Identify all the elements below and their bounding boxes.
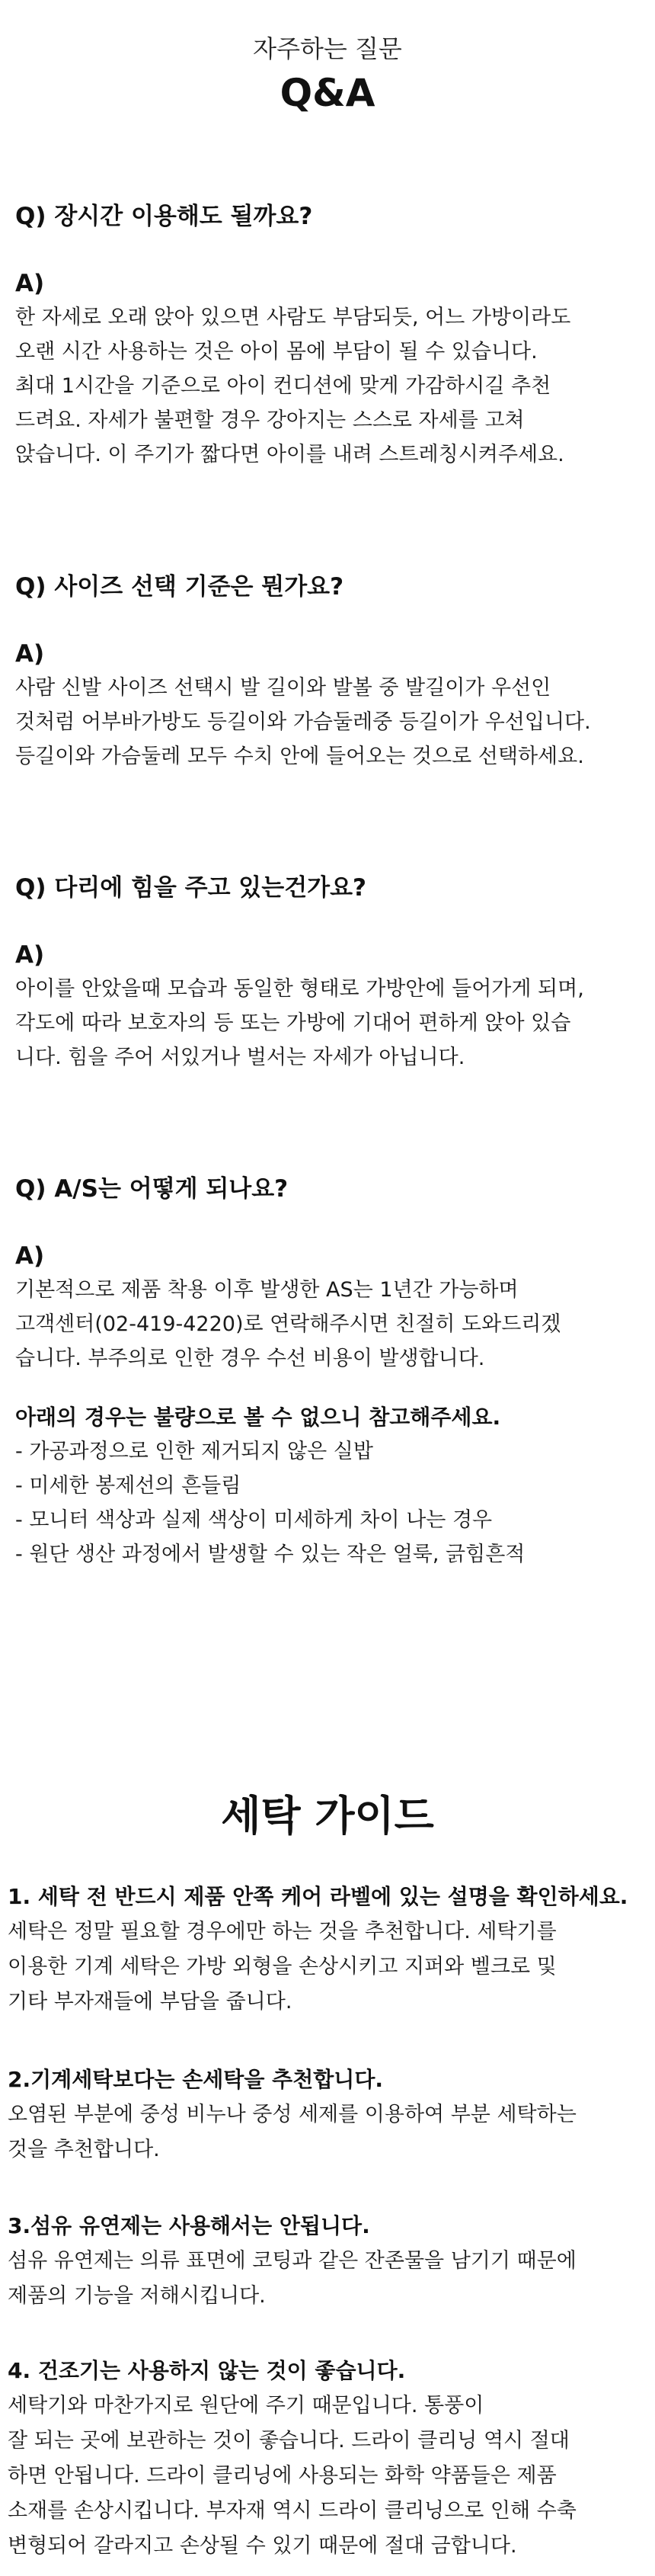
defect-note-item: - 미세한 봉제선의 흔들림	[15, 1474, 241, 1498]
answer-line: 오랜 시간 사용하는 것은 아이 몸에 부담이 될 수 있습니다.	[15, 340, 538, 364]
guide-item-softener	[8, 2209, 647, 2314]
faq-header	[0, 30, 655, 117]
guide-item-hand-wash	[8, 2062, 647, 2167]
defect-note-item: - 모니터 색상과 실제 색상이 미세하게 차이 나는 경우	[15, 1508, 493, 1532]
guide-item-dryer	[8, 2353, 647, 2564]
question: Q) 사이즈 선택 기준은 뭔가요?	[15, 573, 344, 601]
faq-subtitle: 자주하는 질문	[253, 34, 402, 63]
defect-note-item: - 원단 생산 과정에서 발생할 수 있는 작은 얼룩, 긁힘흔적	[15, 1543, 526, 1566]
answer-line: 사람 신발 사이즈 선택시 발 길이와 발볼 중 발길이가 우선인	[15, 676, 551, 700]
guide-line: 오염된 부분에 중성 비누나 중성 세제를 이용하여 부분 세탁하는	[8, 2103, 577, 2126]
guide-line: 소재를 손상시킵니다. 부자재 역시 드라이 클리닝으로 인해 수축	[8, 2499, 577, 2523]
guide-line: 이용한 기계 세탁은 가방 외형을 손상시키고 지퍼와 벨크로 및	[8, 1955, 557, 1978]
question: Q) 다리에 힘을 주고 있는건가요?	[15, 874, 367, 902]
answer-line: 드려요. 자세가 불편할 경우 강아지는 스스로 자세를 고쳐	[15, 409, 525, 432]
answer-label: A)	[15, 1242, 45, 1270]
faq-title: Q&A	[280, 71, 375, 115]
answer-line: 고객센터(02-419-4220)로 연락해주시면 친절히 도와드리겠	[15, 1312, 561, 1336]
guide-line: 하면 안됩니다. 드라이 클리닝에 사용되는 화학 약품들은 제품	[8, 2464, 557, 2488]
question: Q) A/S는 어떻게 되나요?	[15, 1175, 289, 1203]
guide-line: 세탁은 정말 필요할 경우에만 하는 것을 추천합니다. 세탁기를	[8, 1920, 557, 1943]
guide-line: 섬유 유연제는 의류 표면에 코팅과 같은 잔존물을 남기기 때문에	[8, 2249, 577, 2273]
answer-line: 최대 1시간을 기준으로 아이 컨디션에 맞게 가감하시길 추천	[15, 374, 551, 398]
guide-line: 제품의 기능을 저해시킵니다.	[8, 2284, 266, 2308]
defect-note-item: - 가공과정으로 인한 제거되지 않은 실밥	[15, 1440, 373, 1463]
qa-item-size	[15, 570, 647, 774]
qa-item-as	[15, 1172, 647, 1572]
guide-heading: 4. 건조기는 사용하지 않는 것이 좋습니다.	[8, 2358, 406, 2383]
answer-line: 니다. 힘을 주어 서있거나 벌서는 자세가 아닙니다.	[15, 1046, 465, 1069]
answer-line: 기본적으로 제품 착용 이후 발생한 AS는 1년간 가능하며	[15, 1278, 519, 1302]
guide-line: 기타 부자재들에 부담을 줍니다.	[8, 1990, 292, 2014]
guide-line: 세탁기와 마찬가지로 원단에 주기 때문입니다. 통풍이	[8, 2394, 484, 2417]
question: Q) 장시간 이용해도 될까요?	[15, 203, 313, 230]
qa-item-long-use	[15, 200, 647, 472]
answer-line: 것처럼 어부바가방도 등길이와 가슴둘레중 등길이가 우선입니다.	[15, 710, 591, 734]
qa-item-legs	[15, 871, 647, 1075]
guide-item-care-label	[8, 1879, 647, 2020]
guide-line: 변형되어 갈라지고 손상될 수 있기 때문에 절대 금합니다.	[8, 2534, 517, 2558]
guide-line: 것을 추천합니다.	[8, 2138, 160, 2161]
guide-heading: 2.기계세탁보다는 손세탁을 추천합니다.	[8, 2067, 384, 2092]
answer-line: 아이를 안았을때 모습과 동일한 형태로 가방안에 들어가게 되며,	[15, 977, 584, 1001]
answer-label: A)	[15, 640, 45, 668]
answer-line: 습니다. 부주의로 인한 경우 수선 비용이 발생합니다.	[15, 1347, 485, 1370]
answer-line: 앉습니다. 이 주기가 짧다면 아이를 내려 스트레칭시켜주세요.	[15, 443, 564, 466]
answer-label: A)	[15, 270, 45, 297]
washing-guide-title: 세탁 가이드	[221, 1792, 434, 1840]
answer-label: A)	[15, 941, 45, 969]
guide-heading: 3.섬유 유연제는 사용해서는 안됩니다.	[8, 2213, 370, 2238]
guide-line: 잘 되는 곳에 보관하는 것이 좋습니다. 드라이 클리닝 역시 절대	[8, 2429, 570, 2453]
answer-line: 한 자세로 오래 앉아 있으면 사람도 부담되듯, 어느 가방이라도	[15, 306, 571, 329]
answer-line: 등길이와 가슴둘레 모두 수치 안에 들어오는 것으로 선택하세요.	[15, 745, 584, 768]
answer-line: 각도에 따라 보호자의 등 또는 가방에 기대어 편하게 앉아 있습	[15, 1011, 571, 1035]
guide-heading: 1. 세탁 전 반드시 제품 안쪽 케어 라벨에 있는 설명을 확인하세요.	[8, 1884, 628, 1909]
defect-note-title: 아래의 경우는 불량으로 볼 수 없으니 참고해주세요.	[15, 1405, 501, 1430]
